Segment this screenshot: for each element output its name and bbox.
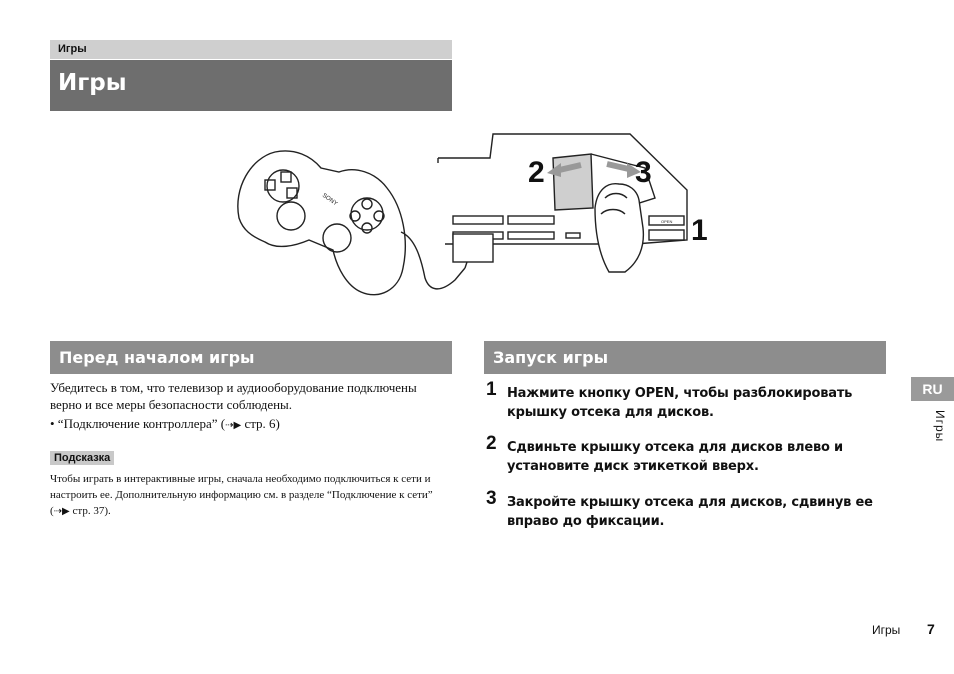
side-section-label: Игры xyxy=(933,410,947,443)
hint-text xyxy=(50,471,454,520)
intro-text: Убедитесь в том, что телевизор и аудиооборудование подключены верно и все меры безопасности соблюдены. xyxy=(50,380,417,412)
hint-prefix: Чтобы играть в интерактивные игры, сначала необходимо подключиться к сети и настроить ее. Дополнительную информацию см. в разделе “Подключение к сети” ( xyxy=(50,473,433,517)
open-button-label: OPEN xyxy=(661,219,673,224)
callout-1: 1 xyxy=(691,214,708,247)
step-text: Сдвиньте крышку отсека для дисков влево и установите диск этикеткой вверх. xyxy=(507,440,843,474)
page-title: Игры xyxy=(50,60,452,111)
bullet-prefix: • “Подключение контроллера” ( xyxy=(50,416,226,431)
console-controller-illustration xyxy=(225,128,725,310)
hint-suffix: стр. 37). xyxy=(69,505,111,517)
step-number: 3 xyxy=(486,488,497,509)
step-number: 2 xyxy=(486,433,497,454)
before-play-heading: Перед началом игры xyxy=(50,341,452,374)
brand-label: SONY xyxy=(320,192,339,208)
hint-badge: Подсказка xyxy=(50,451,114,465)
step-number: 1 xyxy=(486,379,497,400)
start-game-heading: Запуск игры xyxy=(484,341,886,374)
step-text: Закройте крышку отсека для дисков, сдвинув ее вправо до фиксации. xyxy=(507,495,873,529)
page-ref-arrow-icon: ⇢▶ xyxy=(53,506,70,517)
callout-3: 3 xyxy=(635,156,652,189)
footer-section-name: Игры xyxy=(872,623,901,637)
callout-2: 2 xyxy=(528,156,545,189)
step-text: Нажмите кнопку OPEN, чтобы разблокировать крышку отсека для дисков. xyxy=(507,386,853,420)
page-number: 7 xyxy=(927,621,935,637)
step-1 xyxy=(486,379,886,422)
step-2 xyxy=(486,433,886,476)
page-ref-arrow-icon: ⇢▶ xyxy=(225,420,242,431)
language-tab: RU xyxy=(911,377,954,401)
breadcrumb: Игры xyxy=(50,40,452,59)
step-3 xyxy=(486,488,886,531)
bullet-suffix: стр. 6) xyxy=(241,416,280,431)
controller-link-item xyxy=(50,415,450,434)
